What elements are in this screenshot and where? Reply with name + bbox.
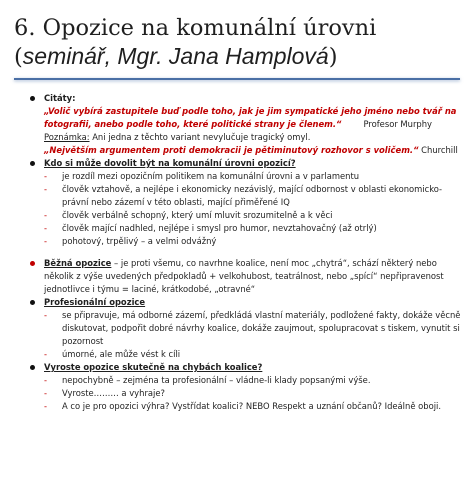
- list-item: [30, 309, 466, 348]
- bullet-dot: [30, 365, 35, 370]
- section2-heading: Běžná opozice: [44, 258, 112, 268]
- list-item: [30, 170, 466, 183]
- dash-marker: -: [44, 349, 48, 359]
- list-item: [30, 400, 466, 413]
- bullet-section4: [30, 361, 466, 374]
- list-item-text: nepochybně – zejména ta profesionální – vládne-li klady popsanými výše.: [62, 375, 371, 385]
- list-item: [30, 209, 466, 222]
- quote1-author: Profesor Murphy: [363, 119, 432, 129]
- note-line: [44, 131, 466, 144]
- dash-marker: -: [44, 375, 48, 385]
- note-label: Poznámka:: [44, 132, 90, 142]
- title-close: ): [328, 44, 338, 70]
- bullet-dot: [30, 96, 35, 101]
- bullet-dot: [30, 300, 35, 305]
- slide-body: [30, 92, 466, 413]
- list-item-text: člověk mající nadhled, nejlépe i smysl pro humor, nevztahovačný (až otrlý): [62, 223, 377, 233]
- bullet-section1: [30, 157, 466, 170]
- dash-marker: -: [44, 388, 48, 398]
- dash-marker: -: [44, 236, 48, 246]
- quote-churchill: [44, 144, 466, 157]
- list-item: [30, 387, 466, 400]
- dash-marker: -: [44, 171, 48, 181]
- note-text: Ani jedna z těchto variant nevylučuje tragický omyl.: [89, 132, 311, 142]
- list-item-text: A co je pro opozici výhra? Vystřídat koalici? NEBO Respekt a uznání občanů? Ideálně oboji.: [62, 401, 442, 411]
- list-item-text: člověk vztahově, a nejlépe i ekonomicky nezávislý, mající odbornost v oblasti ekonomicko-právní nebo zázemí v této oblasti, mající přiměřené IQ: [62, 184, 443, 207]
- bullet-citaty: [30, 92, 466, 157]
- title-main: 6. Opozice na komunální úrovni (: [14, 15, 377, 70]
- section4-heading: Vyroste opozice skutečně na chybách koalice?: [44, 362, 263, 372]
- bullet-section2: [30, 257, 466, 296]
- list-item: [30, 183, 466, 209]
- list-item: [30, 235, 466, 248]
- quote2-text: „Největším argumentem proti demokracii je pětiminutový rozhovor s voličem.“: [44, 145, 419, 155]
- list-item: [30, 222, 466, 235]
- citaty-heading: Citáty:: [44, 93, 76, 103]
- section2-text: – je proti všemu, co navrhne koalice, není moc „chytrá“, schází některý nebo několik z výše uvedených předpokladů + velkohubost, teatrálnost, nebo „spící“ nepřipravenost jednotlivce i týmu = laciné, krátkodobé, „otravné“: [44, 258, 444, 294]
- dash-marker: -: [44, 401, 48, 411]
- bullet-section3: [30, 296, 466, 309]
- quote-murphy: [44, 105, 466, 131]
- bullet-dot: [30, 261, 35, 266]
- list-item: [30, 348, 466, 361]
- list-item-text: je rozdíl mezi opozičním politikem na komunální úrovni a v parlamentu: [62, 171, 360, 181]
- dash-marker: -: [44, 210, 48, 220]
- bullet-dot: [30, 161, 35, 166]
- list-item: [30, 374, 466, 387]
- list-item-text: se připravuje, má odborné zázemí, předkládá vlastní materiály, podložené fakty, dokáže věcně diskutovat, podpořit dobré návrhy koalice, dokáže zaujmout, spolupracovat s tiskem, vynutit si pozornost: [62, 310, 461, 346]
- title-divider: [14, 78, 460, 80]
- section3-heading: Profesionální opozice: [44, 297, 146, 307]
- dash-marker: -: [44, 184, 48, 194]
- section1-heading: Kdo si může dovolit být na komunální úrovni opozicí?: [44, 158, 296, 168]
- dash-marker: -: [44, 310, 48, 320]
- quote1-text: „Volič vybírá zastupitele buď podle toho, jak je jim sympatické jeho jméno nebo tvář na fotografii, anebo podle toho, které politické strany je členem.“: [44, 106, 457, 129]
- quote2-author: Churchill: [418, 145, 458, 155]
- list-item-text: člověk verbálně schopný, který umí mluvit srozumitelně a k věci: [62, 210, 333, 220]
- slide-title: [14, 14, 464, 71]
- list-item-text: úmorné, ale může vést k cíli: [62, 349, 181, 359]
- title-italic: seminář, Mgr. Jana Hamplová: [22, 43, 329, 69]
- list-item-text: pohotový, trpělivý – a velmi odvážný: [62, 236, 217, 246]
- list-item-text: Vyroste……… a vyhraje?: [62, 388, 165, 398]
- dash-marker: -: [44, 223, 48, 233]
